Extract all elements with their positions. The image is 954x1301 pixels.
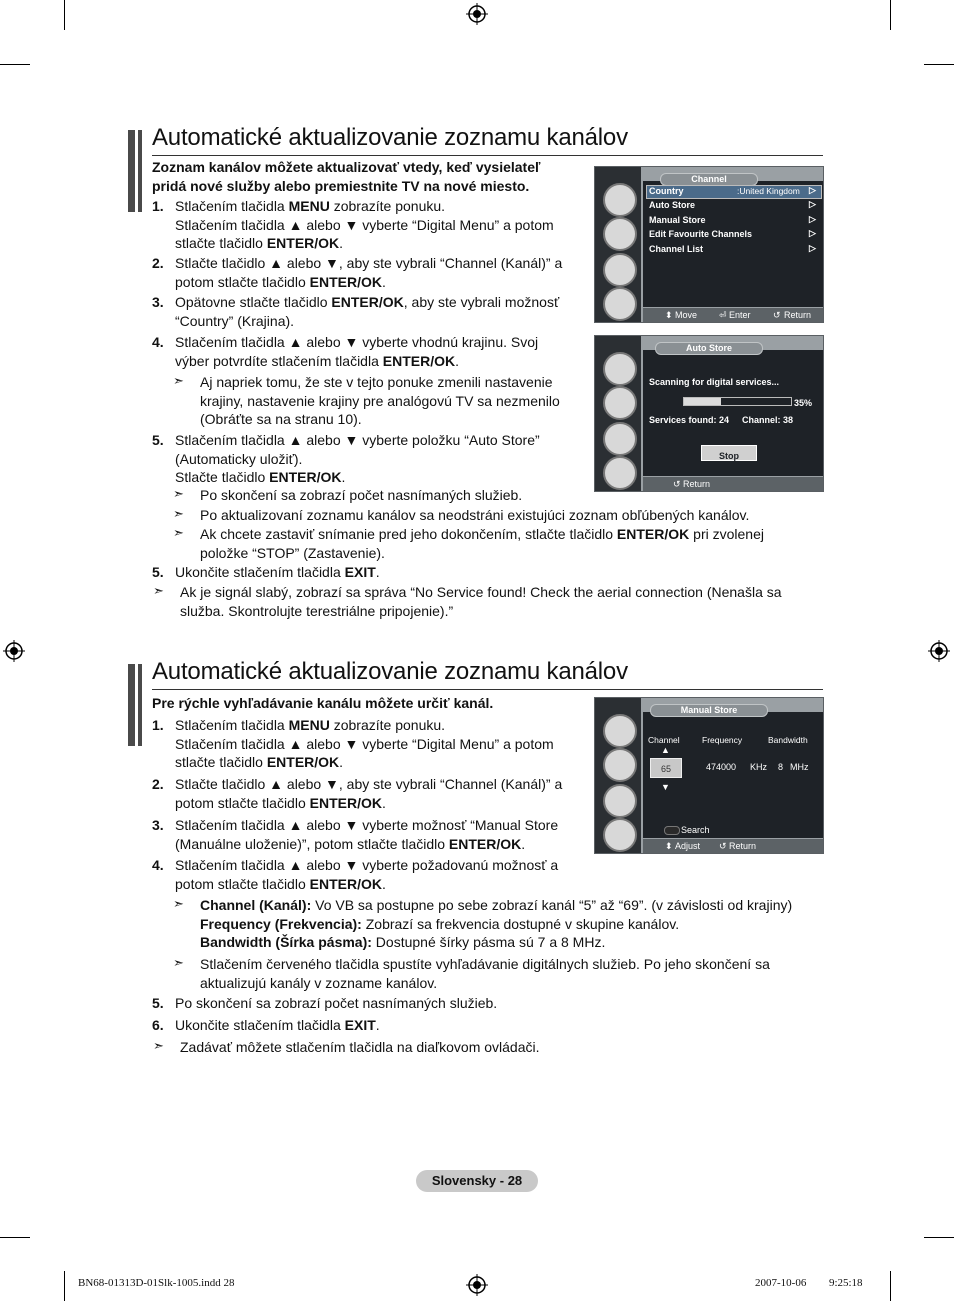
crop-mark	[890, 0, 891, 30]
step-number: 5.	[152, 995, 164, 1011]
osd-progress-label: 35%	[794, 398, 813, 408]
title-rule	[152, 155, 823, 156]
osd-progress-fill	[684, 398, 721, 405]
sound-icon	[603, 386, 637, 420]
osd-menu-item-auto-store[interactable]: Auto Store	[649, 200, 695, 210]
step-2: Stlačte tlačidlo ▲ alebo ▼, aby ste vybrali “Channel (Kanál)” a potom stlačte tlačidlo ENTER/OK.	[175, 776, 563, 811]
osd-bandwidth-unit: MHz	[790, 762, 809, 772]
osd-item-label: Country	[649, 186, 684, 196]
title-rule	[152, 689, 823, 690]
step-5-note: Po aktualizovaní zoznamu kanálov sa neodstráni existujúci zoznam obľúbených kanálov.	[200, 507, 750, 523]
step-1: Stlačením tlačidla MENU zobrazíte ponuku. Stlačením tlačidla ▲ alebo ▼ vyberte “Digital Menu” a potom stlačte tlačidlo ENTER/OK.	[175, 717, 554, 770]
setup-icon	[603, 818, 637, 852]
arrow-right-icon: ▷	[809, 214, 816, 224]
note-arrow-icon: ➣	[173, 955, 184, 970]
step-3: Opätovne stlačte tlačidlo ENTER/OK, aby ste vybrali možnosť “Country” (Krajina).	[175, 294, 560, 329]
note-arrow-icon: ➣	[173, 896, 184, 911]
osd-footer	[643, 308, 823, 322]
step-number: 6.	[152, 1017, 164, 1033]
step-number: 5.	[152, 432, 164, 448]
step-4: Stlačením tlačidla ▲ alebo ▼ vyberte požadovanú možnosť a potom stlačte tlačidlo ENTER/OK.	[175, 857, 559, 892]
sound-icon	[603, 217, 637, 251]
osd-sidebar	[595, 336, 641, 491]
step-number: 3.	[152, 294, 164, 310]
final-note: Ak je signál slabý, zobrazí sa správa “No Service found! Check the aerial connection (Nenašla sa služba. Skontrolujte terestriálne pripojenie).”	[180, 584, 782, 619]
registration-mark-icon	[3, 640, 25, 662]
step-5: Po skončení sa zobrazí počet nasnímaných služieb.	[175, 995, 498, 1011]
step-4-note: Aj napriek tomu, že ste v tejto ponuke zmenili nastavenie krajiny, nastavenie krajiny pre analógovú TV sa nezmenilo (Obráťte sa na stranu 10).	[200, 374, 560, 427]
section-title: Automatické aktualizovanie zoznamu kanálov	[152, 124, 628, 151]
move-icon: ⬍	[665, 310, 673, 320]
osd-title: Channel	[660, 173, 758, 186]
registration-mark-icon	[928, 640, 950, 662]
section-bar	[138, 664, 142, 746]
final-note: Zadávať môžete stlačením tlačidla na diaľkovom ovládači.	[180, 1039, 540, 1055]
crop-mark	[64, 1271, 65, 1301]
crop-mark	[890, 1271, 891, 1301]
step-number: 1.	[152, 717, 164, 733]
osd-foot-adjust: Adjust	[675, 841, 701, 851]
osd-title: Auto Store	[655, 342, 763, 355]
osd-foot-return: Return	[683, 479, 711, 489]
step-1: Stlačením tlačidla MENU zobrazíte ponuku. Stlačením tlačidla ▲ alebo ▼ vyberte “Digital Menu” a potom stlačte tlačidlo ENTER/OK.	[175, 198, 554, 251]
osd-scanning-text: Scanning for digital services...	[649, 377, 780, 387]
setup-icon	[603, 456, 637, 490]
step-number: 4.	[152, 857, 164, 873]
channel-icon	[603, 253, 637, 287]
osd-search-button[interactable]	[664, 826, 680, 835]
step-5-note: Po skončení sa zobrazí počet nasnímaných služieb.	[200, 487, 523, 503]
osd-col-frequency: Frequency	[702, 735, 743, 745]
osd-manual-store	[594, 697, 824, 854]
osd-foot-return: Return	[729, 841, 757, 851]
registration-mark-icon	[466, 1274, 488, 1296]
step-6: Ukončite stlačením tlačidla EXIT.	[175, 564, 380, 580]
osd-bandwidth-value: 8	[778, 762, 784, 772]
return-icon: ↺	[773, 310, 781, 320]
step-6: Ukončite stlačením tlačidla EXIT.	[175, 1017, 380, 1033]
step-4-note: Channel (Kanál): Vo VB sa postupne po sebe zobrazí kanál “5” až “69”. (v závislosti od krajiny) Frequency (Frekvencia): Zobrazí sa frekvencia dostupné v skupine kanálov. Bandwidth (Šírka pásma): Dostupné šírky pásma sú 7 a 8 MHz.	[200, 897, 793, 950]
step-3: Stlačením tlačidla ▲ alebo ▼ vyberte možnosť “Manual Store (Manuálne uloženie)”, potom stlačte tlačidlo ENTER/OK.	[175, 817, 559, 852]
note-arrow-icon: ➣	[173, 506, 184, 521]
channel-icon	[603, 784, 637, 818]
osd-foot-move: Move	[675, 310, 698, 320]
crop-mark	[0, 64, 30, 65]
osd-frequency-value: 474000	[706, 762, 737, 772]
osd-stop-button[interactable]	[701, 445, 757, 461]
registration-mark-icon	[466, 3, 488, 25]
step-4: Stlačením tlačidla ▲ alebo ▼ vyberte vhodnú krajinu. Svoj výber potvrdíte stlačením tlačidla ENTER/OK.	[175, 334, 539, 369]
osd-country-value: :United Kingdom	[737, 186, 800, 196]
crop-mark	[924, 1237, 954, 1238]
picture-icon	[603, 352, 637, 386]
osd-col-bandwidth: Bandwidth	[768, 735, 808, 745]
note-arrow-icon: ➣	[173, 525, 184, 540]
osd-menu-item-manual-store[interactable]: Manual Store	[649, 215, 706, 225]
channel-icon	[603, 422, 637, 456]
return-icon: ↺	[719, 841, 727, 851]
osd-menu-item-edit-favourites[interactable]: Edit Favourite Channels	[649, 229, 753, 239]
intro-text: Zoznam kanálov môžete aktualizovať vtedy, keď vysielateľ pridá nové služby alebo premiestnite TV na nové miesto.	[152, 159, 541, 194]
osd-frequency-unit: KHz	[750, 762, 768, 772]
osd-menu-item-channel-list[interactable]: Channel List	[649, 244, 704, 254]
arrow-right-icon: ▷	[809, 243, 816, 253]
crop-mark	[0, 1237, 30, 1238]
step-5-note: Ak chcete zastaviť snímanie pred jeho dokončením, stlačte tlačidlo ENTER/OK pri zvolenej položke “STOP” (Zastavenie).	[200, 526, 764, 561]
osd-foot-enter: Enter	[729, 310, 751, 320]
step-2: Stlačte tlačidlo ▲ alebo ▼, aby ste vybrali “Channel (Kanál)” a potom stlačte tlačidlo ENTER/OK.	[175, 255, 563, 290]
step-number: 2.	[152, 255, 164, 271]
adjust-icon: ⬍	[665, 841, 673, 851]
step-5: Stlačením tlačidla ▲ alebo ▼ vyberte položku “Auto Store” (Automaticky uložiť). Stlačte tlačidlo ENTER/OK.	[175, 432, 540, 485]
osd-search-label: Search	[681, 825, 710, 835]
crop-mark	[924, 64, 954, 65]
sound-icon	[603, 748, 637, 782]
crop-mark	[64, 0, 65, 30]
section-bar	[128, 664, 135, 746]
return-icon: ↺	[673, 479, 681, 489]
osd-services-found: Services found: 24	[649, 415, 730, 425]
picture-icon	[603, 714, 637, 748]
down-arrow-icon: ▼	[661, 782, 670, 792]
osd-footer	[643, 477, 823, 491]
section-bar	[138, 130, 142, 212]
setup-icon	[603, 287, 637, 321]
intro-text: Pre rýchle vyhľadávanie kanálu môžete určiť kanál.	[152, 695, 494, 711]
osd-foot-return: Return	[784, 310, 812, 320]
note-arrow-icon: ➣	[153, 583, 164, 598]
step-4-note: Stlačením červeného tlačidla spustíte vyhľadávanie digitálnych služieb. Po jeho skončení sa aktualizujú kanály v zozname kanálov.	[200, 956, 770, 991]
osd-channel-field[interactable]	[650, 758, 682, 778]
section-title: Automatické aktualizovanie zoznamu kanálov	[152, 658, 628, 685]
up-arrow-icon: ▲	[661, 745, 670, 755]
osd-title: Manual Store	[650, 704, 769, 717]
osd-channel-menu	[594, 166, 824, 323]
picture-icon	[603, 183, 637, 217]
arrow-right-icon: ▷	[809, 228, 816, 238]
arrow-right-icon: ▷	[809, 185, 816, 195]
osd-sidebar	[595, 167, 641, 322]
enter-icon: ⏎	[719, 310, 727, 320]
note-arrow-icon: ➣	[173, 373, 184, 388]
osd-footer	[643, 839, 823, 853]
osd-col-channel: Channel	[648, 735, 680, 745]
footer-file-info: BN68-01313D-01Slk-1005.indd 28	[78, 1277, 235, 1289]
section-bar	[128, 130, 135, 212]
osd-stop-label: Stop	[719, 451, 739, 461]
footer-timestamp: 2007-10-06 ￿￿ 9:25:18	[755, 1277, 863, 1289]
osd-auto-store	[594, 335, 824, 492]
osd-sidebar	[595, 698, 641, 853]
step-number: 1.	[152, 198, 164, 214]
step-number: 2.	[152, 776, 164, 792]
step-number: 4.	[152, 334, 164, 350]
osd-current-channel: Channel: 38	[742, 415, 794, 425]
note-arrow-icon: ➣	[153, 1038, 164, 1053]
arrow-right-icon: ▷	[809, 199, 816, 209]
step-number: 3.	[152, 817, 164, 833]
page-number-badge: Slovensky - 28	[416, 1170, 538, 1192]
step-number: 5.	[152, 564, 164, 580]
osd-channel-value: 65	[660, 764, 671, 774]
osd-progress-bar	[683, 397, 792, 406]
note-arrow-icon: ➣	[173, 486, 184, 501]
